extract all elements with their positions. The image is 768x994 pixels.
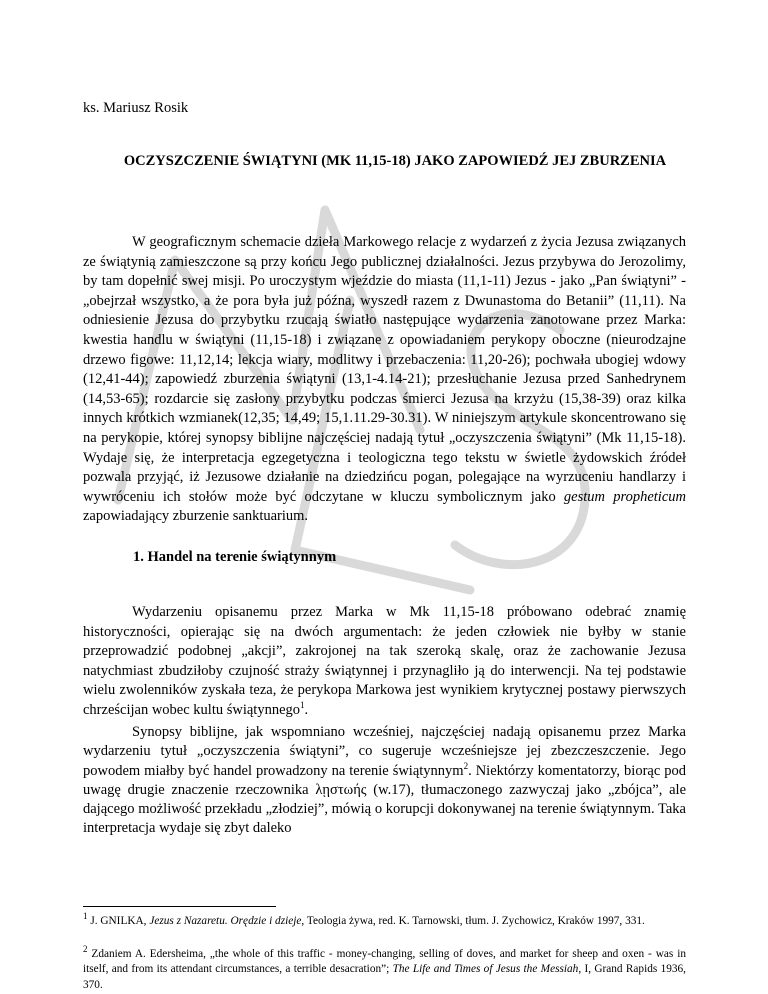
body-paragraph: Synopsy biblijne, jak wspomniano wcześniej, najczęściej nadają opisanemu przez Marka wydarzeniu tytuł „oczyszczenia świątyni”, co sugeruje wcześniejsze jej zbezczeszczenie. Jego powodem miałby być handel prowadzony na terenie świątynnym$^2$. Niektórzy komentatorzy, biorąc pod uwagę drugie znaczenie rzeczownika λῃστωής (w.17), tłumaczonego zazwyczaj jako „zbójca”, ale dającego możliwość przekładu „złodziej”, mówią o korupcji dokonywanej na terenie świątynnym. Taka interpretacja wydaje się zbyt daleko [83,724,686,837]
footnote-ref-1: 1 [300,700,305,711]
footnote-1: $^1$ J. GNILKA, Jezus z Nazaretu. Orędzie i dzieje, Teologia żywa, red. K. Tarnowski, tłum. J. Zychowicz, Kraków 1997, 331. [83,911,645,927]
section-heading: 1. Handel na terenie świątynnym [133,549,337,565]
footnote-separator [83,906,276,907]
greek-word: λῃστωής [315,781,367,798]
body-paragraph: Wydarzeniu opisanemu przez Marka w Mk 11,15-18 próbowano odebrać znamię historyczności, opierając się na dwóch argumentach: że jeden człowiek nie byłby w stanie przeprowadzić podobnej „akcji”, zakrojonej na tak szeroką skalę, oraz że zachowanie Jezusa natychmiast zbudziłoby czujność straży świątynnej i przynagliło ją do interwencji. Na tej podstawie wielu zwolenników zyskała teza, że perykopa Markowa jest wynikiem krytycznej postawy pierwszych chrześcijan wobec kultu świątynnego$^1$. [83,604,686,718]
article-title: OCZYSZCZENIE ŚWIĄTYNI (MK 11,15-18) JAKO ZAPOWIEDŹ JEJ ZBURZENIA [123,153,667,169]
footnote-2: $^2$ Zdaniem A. Edersheima, „the whole of this traffic - money-changing, selling of doves, and market for sheep and oxen - was in itself, and from its attendant circumstances, a terrible desacration”; The Life and Times of Jesus the Messiah, I, Grand Rapids 1936, 370. [83,944,686,991]
footnote-ref-2: 2 [463,760,469,771]
latin-term: gestum propheticum [563,488,686,505]
intro-paragraph: W geograficznym schemacie dzieła Markowego relacje z wydarzeń z życia Jezusa związanych ze świątynią zamieszczone są przy końcu Jego publicznej działalności. Jezus przybywa do Jerozolimy, by tam dopełnić swej misji. Po uroczystym wjeździe do miasta (11,1-11) Jezus - jako „Pan świątyni” - „obejrzał wszystko, a że pora była już późna, wyszedł razem z Dwunastoma do Betanii” (11,11). Na odniesienie Jezusa do przybytku rzucają światło następujące wydarzenia zanotowane przez Marka: kwestia handlu w świątyni (11,15-18) i związane z opowiadaniem perykopy oboczne (nieurodzajne drzewo figowe: 11,12,14; lekcja wiary, modlitwy i przebaczenia: 11,20-26); pochwała ubogiej wdowy (12,41-44); zapowiedź zburzenia świątyni (13,1-4.14-21); przesłuchanie Jezusa przed Sanhedrynem (14,53-65); rozdarcie się zasłony przybytku podczas śmierci Jezusa na krzyżu (15,38-39) oraz kilka innych krótkich wzmianek(12,35; 14,49; 15,1.11.29-30.31). W niniejszym artykule skoncentrowano się na perykopie, której synopsy biblijne najczęściej nadają tytuł „oczyszczenia świątyni” (Mk 11,15-18). Wydaje się, że interpretacja egzegetyczna i teologiczna tego tekstu w świetle żydowskich źródeł pozwala przyjąć, iż Jezusowe działanie na dziedzińcu pogan, polegające na wyrzuceniu handlarzy i wywróceniu ich stołów może być odczytane w kluczu symbolicznym jako gestum propheticum zapowiadający zburzenie sanktuarium. [83,234,686,525]
author-name: ks. Mariusz Rosik [83,100,189,116]
